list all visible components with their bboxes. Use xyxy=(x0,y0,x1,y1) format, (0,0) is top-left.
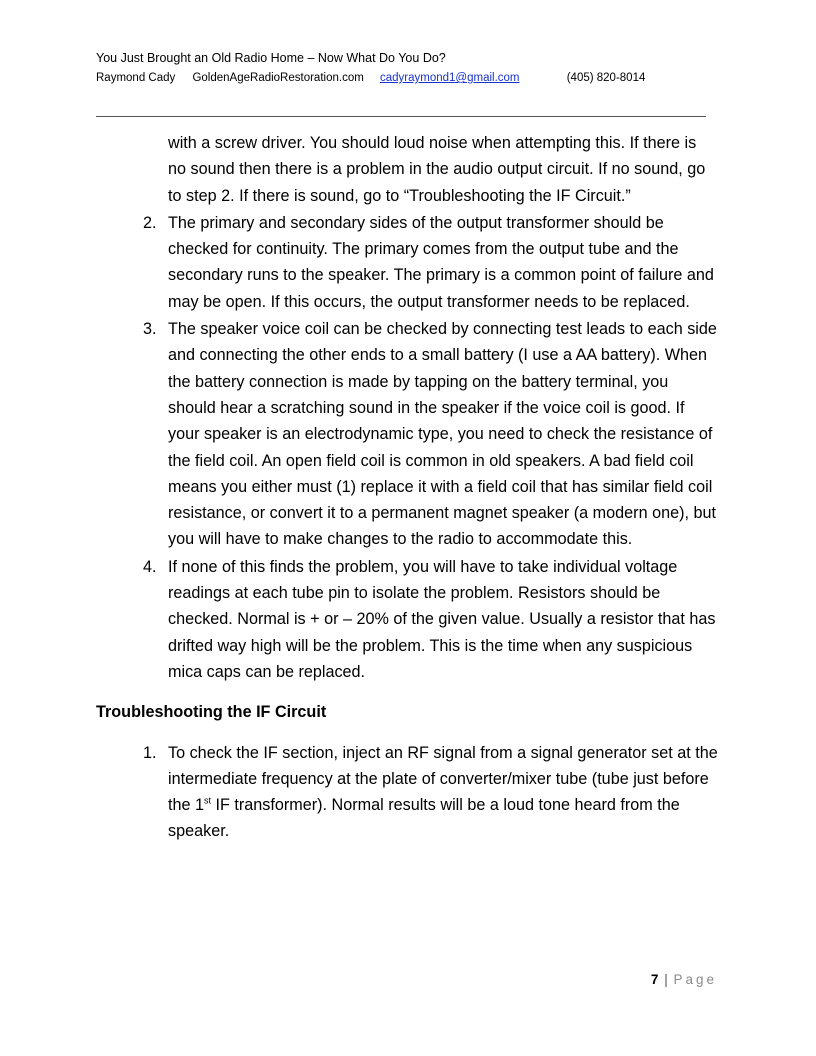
footer-separator: | xyxy=(664,972,668,987)
email-link[interactable]: cadyraymond1@gmail.com xyxy=(380,72,520,84)
list-item-number: 4. xyxy=(143,557,157,576)
list-item-text-part: IF transformer). Normal results will be a loud tone heard from the speaker. xyxy=(168,796,680,841)
list-item-number: 3. xyxy=(143,320,157,339)
list-item-text: The speaker voice coil can be checked by connecting test leads to each side and connecting the other ends to a small battery (I use a AA battery). When the battery connection is made by tapping on the battery terminal, you should hear a scratching sound in the speaker if the voice coil is good. If your speaker is an electrodynamic type, you need to check the resistance of the field coil. An open field coil is common in old speakers. A bad field coil means you either must (1) replace it with a field coil that has similar field coil resistance, or convert it to a permanent magnet speaker (a modern one), but you will have to make changes to the radio to accommodate this. xyxy=(168,320,717,549)
list-item xyxy=(0,740,718,845)
page-header xyxy=(96,50,645,86)
list-item-continuation xyxy=(0,130,718,209)
ordinal-superscript: st xyxy=(204,795,212,806)
list-item-number: 1. xyxy=(143,743,157,762)
header-meta xyxy=(96,70,645,86)
list-item-text: If none of this finds the problem, you will have to take individual voltage readings at each tube pin to isolate the problem. Resistors should be checked. Normal is + or – 20% of the given value. Usually a resistor that has drifted way high will be the problem. This is the time when any suspicious mica caps can be replaced. xyxy=(168,557,716,681)
author-name: Raymond Cady xyxy=(96,72,176,84)
website-text: GoldenAgeRadioRestoration.com xyxy=(192,72,364,84)
header-divider xyxy=(96,116,706,117)
list-item-text-part: To check the IF section, inject an RF signal from a signal generator set at the intermediate frequency at the plate of converter/mixer tube (tube just before the 1 xyxy=(168,743,718,815)
list-item xyxy=(0,554,718,685)
document-title: You Just Brought an Old Radio Home – Now What Do You Do? xyxy=(96,51,446,65)
phone-number: (405) 820-8014 xyxy=(566,72,646,84)
list-item-number: 2. xyxy=(143,213,157,232)
page-footer xyxy=(651,972,717,987)
page-body xyxy=(0,130,816,845)
page-number: 7 xyxy=(650,972,659,987)
list-item xyxy=(0,210,718,315)
page-label: Page xyxy=(673,972,717,987)
list-item xyxy=(0,316,718,553)
list-item-text: The primary and secondary sides of the output transformer should be checked for continuity. The primary comes from the output tube and the secondary runs to the speaker. The primary is a common point of failure and may be open. If this occurs, the output transformer needs to be replaced. xyxy=(168,213,714,311)
section-heading: Troubleshooting the IF Circuit xyxy=(96,703,327,722)
list-item-text: with a screw driver. You should loud noise when attempting this. If there is no sound then there is a problem in the audio output circuit. If no sound, go to step 2. If there is sound, go to “Troubleshooting the IF Circuit.” xyxy=(168,134,706,205)
